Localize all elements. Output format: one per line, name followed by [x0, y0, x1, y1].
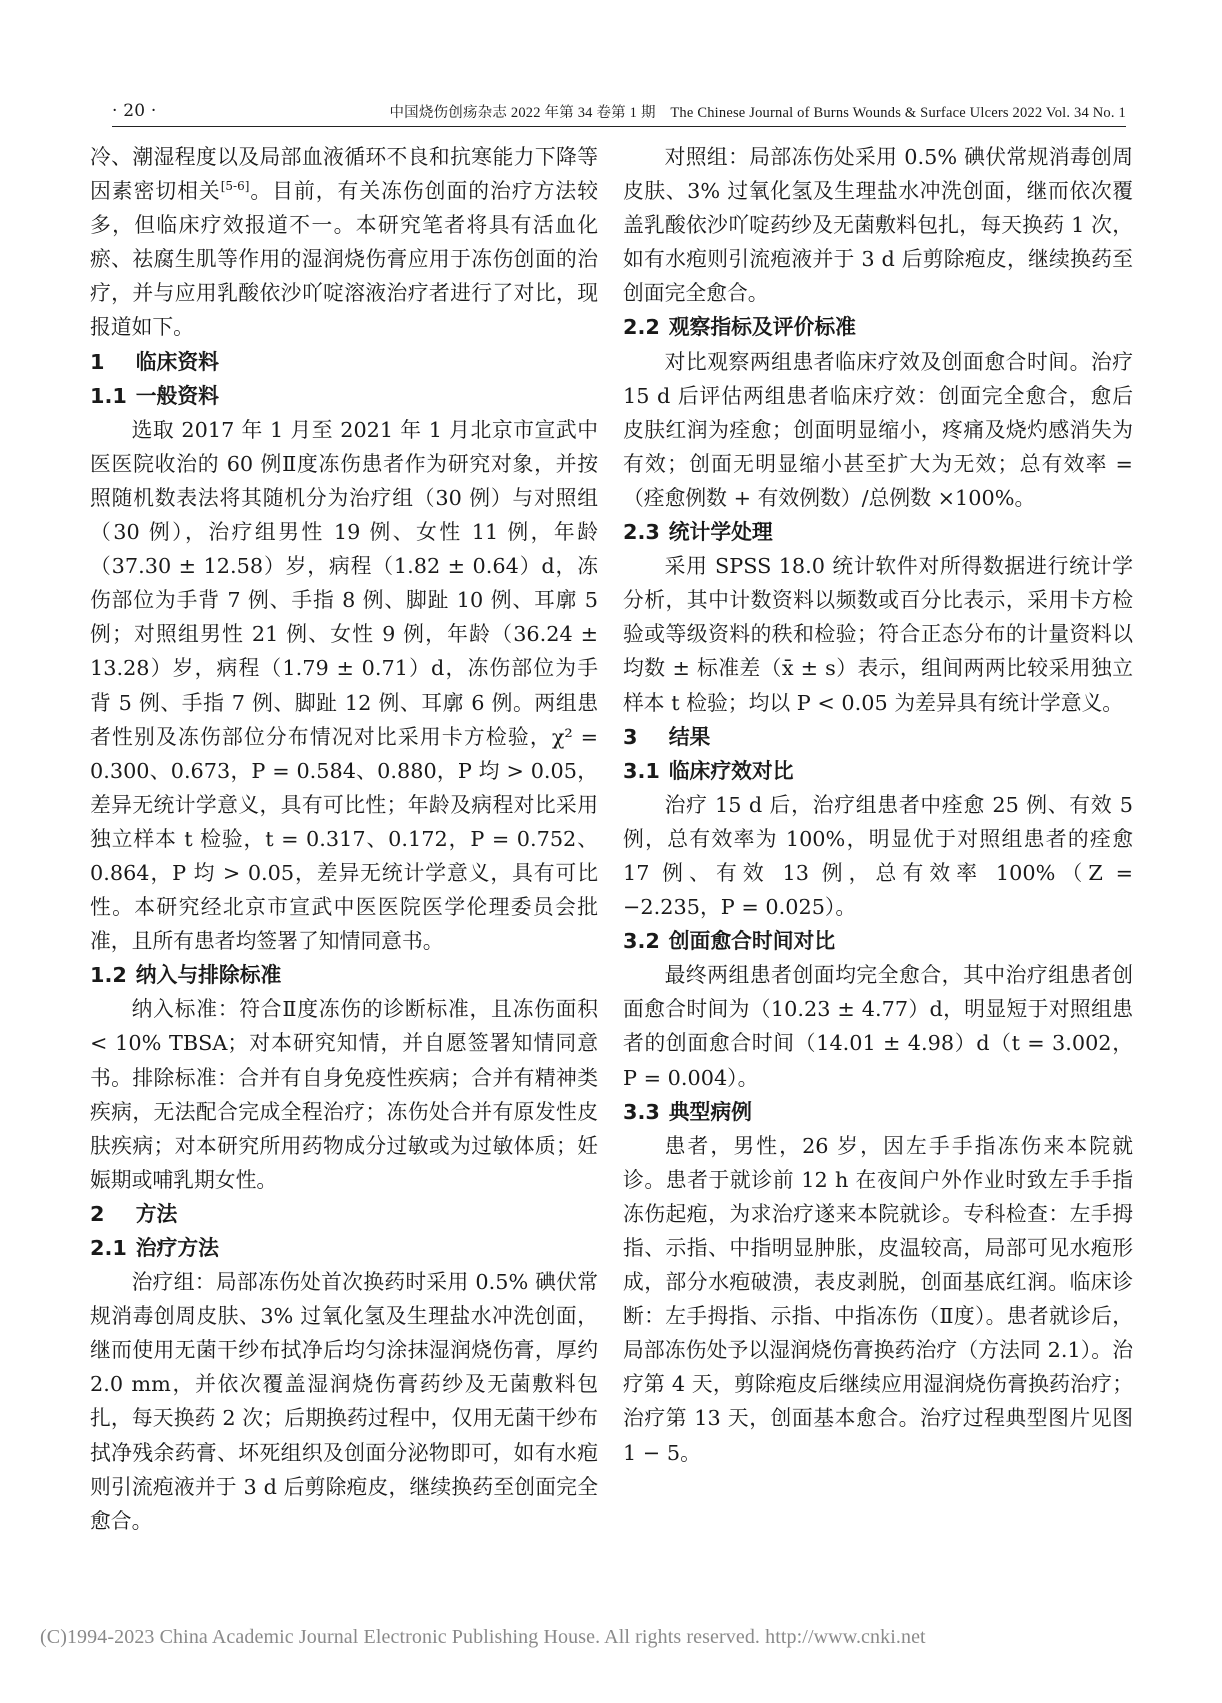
right-column [623, 140, 1133, 1470]
section-heading-2: 2 方法 [90, 1201, 178, 1226]
journal-title: 中国烧伤创疡杂志 2022 年第 34 卷第 1 期 The Chinese Journal of Burns Wounds & Surface Ulcers 2022 Vol. 34 No. 1 [389, 104, 1126, 121]
section-heading-2-1: 2.1 治疗方法 [90, 1236, 219, 1260]
paragraph-general-data: 选取 2017 年 1 月至 2021 年 1 月北京市宣武中医医院收治的 60 例Ⅱ度冻伤患者作为研究对象，并按照随机数表法将其随机分为治疗组（30 例）与对照组（30 例），治疗组男性 19 例、女性 11 例，年龄（37.30 ± 12.58）岁，病程（1.82 ± 0.64）d，冻伤部位为手背 7 例、手指 8 例、脚趾 10 例、耳廓 5 例；对照组男性 21 例、女性 9 例，年龄（36.24 ± 13.28）岁，病程（1.79 ± 0.71）d，冻伤部位为手背 5 例、手指 7 例、脚趾 12 例、耳廓 6 例。两组患者性别及冻伤部位分布情况对比采用卡方检验，χ² = 0.300、0.673，P = 0.584、0.880，P 均 > 0.05，差异无统计学意义，具有可比性；年龄及病程对比采用独立样本 t 检验，t = 0.317、0.172，P = 0.752、0.864，P 均 > 0.05，差异无统计学意义，具有可比性。本研究经北京市宣武中医医院医学伦理委员会批准，且所有患者均签署了知情同意书。 [90, 417, 598, 954]
section-heading-3-3: 3.3 典型病例 [623, 1099, 752, 1124]
intro-text-rest: 。目前，有关冻伤创面的治疗方法较多，但临床疗效报道不一。本研究笔者将具有活血化瘀、祛腐生肌等作用的湿润烧伤膏应用于冻伤创面的治疗，并与应用乳酸依沙吖啶溶液治疗者进行了对比，现报道如下。 [90, 179, 599, 340]
section-heading-3-2: 3.2 创面愈合时间对比 [623, 929, 836, 954]
section-heading-1-1: 1.1 一般资料 [90, 383, 219, 408]
paragraph-statistics: 采用 SPSS 18.0 统计软件对所得数据进行统计学分析，其中计数资料以频数或百分比表示，采用卡方检验或等级资料的秩和检验；符合正态分布的计量资料以均数 ± 标准差（x̄ ± s）表示，组间两两比较采用独立样本 t 检验；均以 P < 0.05 为差异具有统计学意义。 [623, 554, 1133, 715]
section-heading-2-3: 2.3 统计学处理 [623, 520, 773, 545]
paragraph-typical-case: 患者，男性，26 岁，因左手手指冻伤来本院就诊。患者于就诊前 12 h 在夜间户外作业时致左手手指冻伤起疱，为求治疗遂来本院就诊。专科检查：左手拇指、示指、中指明显肿胀，皮温较高，局部可见水疱形成，部分水疱破溃，表皮剥脱，创面基底红润。临床诊断：左手拇指、示指、中指冻伤（Ⅱ度）。患者就诊后，局部冻伤处予以湿润烧伤膏换药治疗（方法同 2.1）。治疗第 4 天，剪除疱皮后继续应用湿润烧伤膏换药治疗；治疗第 13 天，创面基本愈合。治疗过程典型图片见图 1 − 5。 [623, 1133, 1133, 1465]
paragraph-efficacy: 治疗 15 d 后，治疗组患者中痊愈 25 例、有效 5 例，总有效率为 100%，明显优于对照组患者的痊愈 17 例、有效 13 例，总有效率 100%（Z = −2.235，P = 0.025）。 [623, 792, 1133, 920]
paragraph-criteria: 纳入标准：符合Ⅱ度冻伤的诊断标准，且冻伤面积 < 10% TBSA；对本研究知情，并自愿签署知情同意书。排除标准：合并有自身免疫性疾病；合并有精神类疾病，无法配合完成全程治疗；冻伤处合并有原发性皮肤疾病；对本研究所用药物成分过敏或为过敏体质；妊娠期或哺乳期女性。 [90, 997, 598, 1192]
paragraph-indicators: 对比观察两组患者临床疗效及创面愈合时间。治疗 15 d 后评估两组患者临床疗效：创面完全愈合，愈后皮肤红润为痊愈；创面明显缩小，疼痛及烧灼感消失为有效；创面无明显缩小甚至扩大为无效；总有效率 =（痊愈例数 + 有效例数）/总例数 ×100%。 [623, 349, 1133, 510]
citation-ref: [5-6] [220, 179, 250, 194]
page-number: · 20 · [112, 101, 157, 121]
paragraph-healing-time: 最终两组患者创面均完全愈合，其中治疗组患者创面愈合时间为（10.23 ± 4.77）d，明显短于对照组患者的创面愈合时间（14.01 ± 4.98）d（t = 3.002，P = 0.004）。 [623, 963, 1133, 1090]
header-rule [112, 126, 1126, 127]
running-header [112, 96, 1126, 126]
paragraph-treatment-group: 治疗组：局部冻伤处首次换药时采用 0.5% 碘伏常规消毒创周皮肤、3% 过氧化氢及生理盐水冲洗创面，继而使用无菌干纱布拭净后均匀涂抹湿润烧伤膏，厚约 2.0 mm，并依次覆盖湿润烧伤膏药纱及无菌敷料包扎，每天换药 2 次；后期换药过程中，仅用无菌干纱布拭净残余药膏、坏死组织及创面分泌物即可，如有水疱则引流疱液并于 3 d 后剪除疱皮，继续换药至创面完全愈合。 [90, 1270, 598, 1533]
section-heading-1: 1 临床资料 [90, 349, 219, 374]
copyright-footer: (C)1994-2023 China Academic Journal Electronic Publishing House. All rights reserved. http://www.cnki.net [40, 1626, 926, 1648]
section-heading-2-2: 2.2 观察指标及评价标准 [623, 315, 856, 340]
section-heading-1-2: 1.2 纳入与排除标准 [90, 963, 282, 988]
intro-text: 冷、潮湿程度以及局部血液循环不良和抗寒能力下降等因素密切相关 [90, 145, 598, 204]
section-heading-3: 3 结果 [623, 724, 711, 749]
section-heading-3-1: 3.1 临床疗效对比 [623, 758, 794, 783]
left-column [90, 140, 598, 1538]
intro-paragraph [90, 140, 598, 345]
paragraph-control-group: 对照组：局部冻伤处采用 0.5% 碘伏常规消毒创周皮肤、3% 过氧化氢及生理盐水冲洗创面，继而依次覆盖乳酸依沙吖啶药纱及无菌敷料包扎，每天换药 1 次，如有水疱则引流疱液并于 3 d 后剪除疱皮，继续换药至创面完全愈合。 [623, 145, 1133, 306]
